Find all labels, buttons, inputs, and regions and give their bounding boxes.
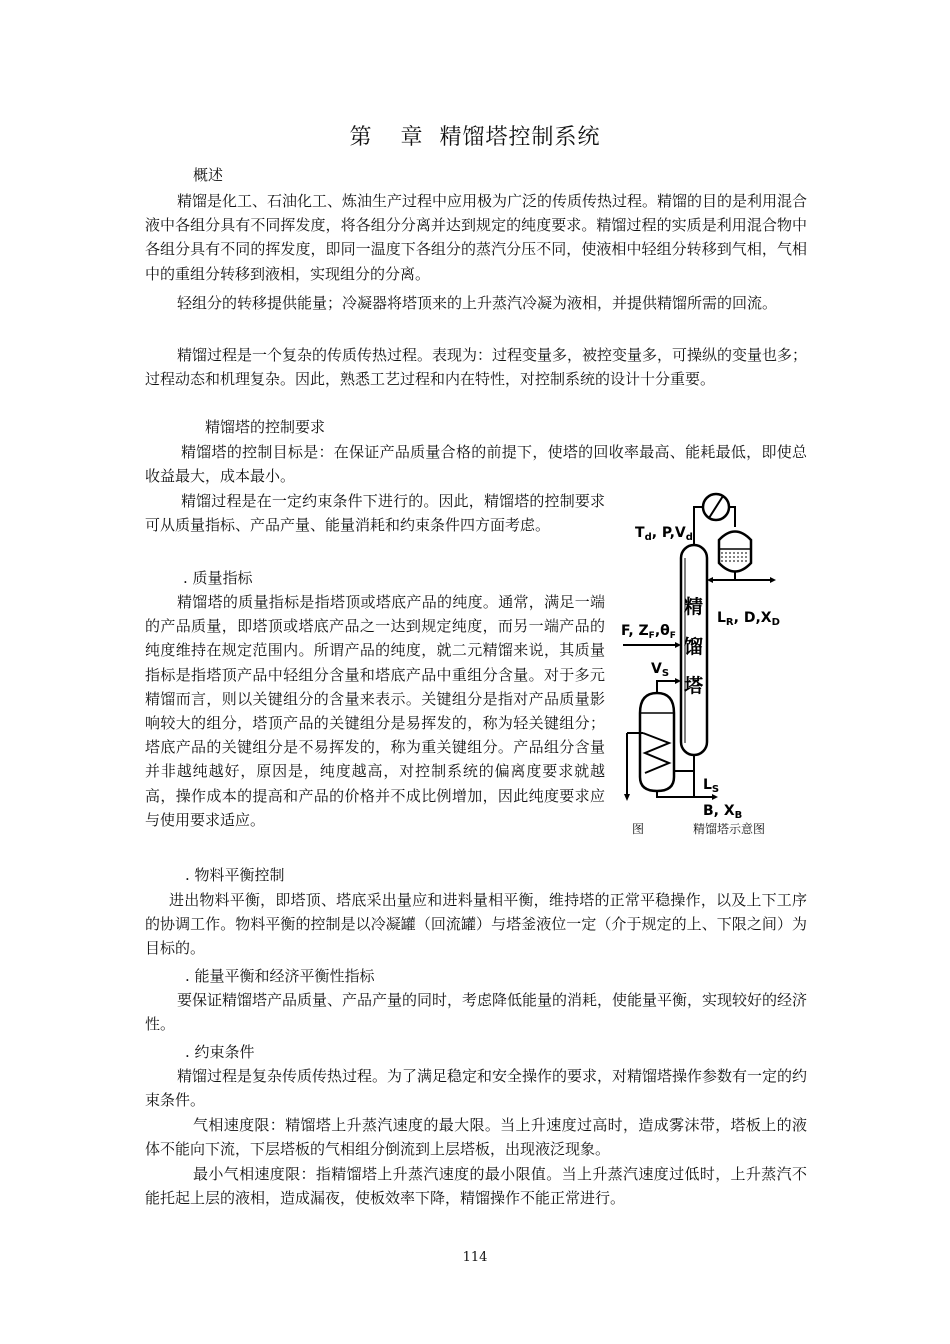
section-control-requirements: 精馏塔的控制要求 — [205, 418, 326, 436]
chapter-title — [0, 120, 950, 151]
paragraph-11: 最小气相速度限：指精馏塔上升蒸汽速度的最小限值。当上升蒸汽速度过低时，上升蒸汽不能托起上层的液相，造成漏夜，使板效率下降，精馏操作不能正常进行。 — [145, 1165, 807, 1208]
column-char-1: 精 — [684, 596, 704, 618]
paragraph-6: 精馏塔的质量指标是指塔顶或塔底产品的纯度。通常，满足一端的产品质量，即塔顶或塔底产品之一达到规定纯度，而另一端产品的纯度维持在规定范围内。所谓产品的纯度，就二元精馏来说，其质量指标是指塔顶产品中轻组分含量和塔底产品中重组分含量。对于多元精馏而言，则以关键组分的含量来表示。关键组分是指对产品质量影响较大的组分，塔顶产品的关键组分是易挥发的，称为轻关键组分；塔底产品的关键组分是不易挥发的，称为重关键组分。产品组分含量并非越纯越好，原因是，纯度越高，对控制系统的偏离度要求就越高，操作成本的提高和产品的价格并不成比例增加，因此纯度要求应与使用要求适应。 — [145, 593, 605, 829]
paragraph-7: 进出物料平衡，即塔顶、塔底采出量应和进料量相平衡，维持塔的正常平稳操作，以及上下工序的协调工作。物料平衡的控制是以冷凝罐（回流罐）与塔釜液位一定（介于规定的上、下限之间）为目标的。 — [145, 891, 807, 958]
column-char-2: 馏 — [684, 636, 704, 658]
figure-caption-prefix: 图 — [632, 822, 645, 836]
section-quality: . 质量指标 — [183, 569, 253, 587]
bottom-liquid-label: $L_S$ — [703, 777, 720, 795]
section-energy-balance: . 能量平衡和经济平衡性指标 — [185, 967, 375, 985]
paragraph-3: 精馏过程是一个复杂的传质传热过程。表现为：过程变量多，被控变量多，可操纵的变量也多；过程动态和机理复杂。因此，熟悉工艺过程和内在特性，对控制系统的设计十分重要。 — [145, 346, 808, 389]
top-label: $T_d$, $P,V_d$ — [635, 525, 693, 543]
figure-caption: 精馏塔示意图 — [693, 822, 766, 836]
zhang-word: 章 — [400, 125, 424, 150]
paragraph-9: 精馏过程是复杂传质传热过程。为了满足稳定和安全操作的要求，对精馏塔操作参数有一定的约束条件。 — [145, 1067, 808, 1110]
overhead-vapor-line — [694, 507, 703, 545]
reboiler-coil-icon — [643, 733, 669, 773]
paragraph-5: 精馏过程是在一定约束条件下进行的。因此，精馏塔的控制要求可从质量指标、产品产量、能量消耗和约束条件四方面考虑。 — [145, 492, 605, 535]
column-char-3: 塔 — [684, 675, 704, 697]
paragraph-1: 精馏是化工、石油化工、炼油生产过程中应用极为广泛的传质传热过程。精馏的目的是利用混合液中各组分具有不同挥发度，将各组分分离并达到规定的纯度要求。精馏过程的实质是利用混合物中各组分具有不同的挥发度，即同一温度下各组分的蒸汽分压不同，使液相中轻组分转移到气相，气相中的重组分转移到液相，实现组分的分离。 — [145, 192, 808, 283]
feed-label: F, $Z_F,\theta_F$ — [621, 623, 676, 641]
section-material-balance: . 物料平衡控制 — [185, 866, 285, 884]
chapter-word: 第 — [349, 125, 373, 150]
paragraph-8: 要保证精馏塔产品质量、产品产量的同时，考虑降低能量的消耗，使能量平衡，实现较好的经济性。 — [145, 991, 808, 1034]
distillation-column-diagram — [615, 485, 815, 840]
paragraph-4: 精馏塔的控制目标是：在保证产品质量合格的前提下，使塔的回收率最高、能耗最低，即使总收益最大，成本最小。 — [145, 443, 807, 486]
reflux-drum — [719, 532, 751, 572]
chapter-name: 精馏塔控制系统 — [439, 125, 601, 150]
vapor-label: $V_S$ — [651, 661, 670, 679]
paragraph-2: 轻组分的转移提供能量；冷凝器将塔顶来的上升蒸汽冷凝为液相，并提供精馏所需的回流。 — [177, 294, 778, 312]
page-number: 114 — [462, 1250, 488, 1265]
section-constraint: . 约束条件 — [185, 1043, 255, 1061]
reflux-line — [710, 572, 735, 580]
section-overview: 概述 — [193, 166, 224, 184]
bottom-product-label: B, $X_B$ — [703, 803, 743, 821]
bottoms-line — [674, 755, 694, 771]
reflux-label: $L_R$, $D,X_D$ — [717, 610, 780, 628]
paragraph-10: 气相速度限：精馏塔上升蒸汽速度的最大限。当上升速度过高时，造成雾沫带，塔板上的液体不能向下流，下层塔板的气相组分倒流到上层塔板，出现液泛现象。 — [145, 1116, 807, 1159]
